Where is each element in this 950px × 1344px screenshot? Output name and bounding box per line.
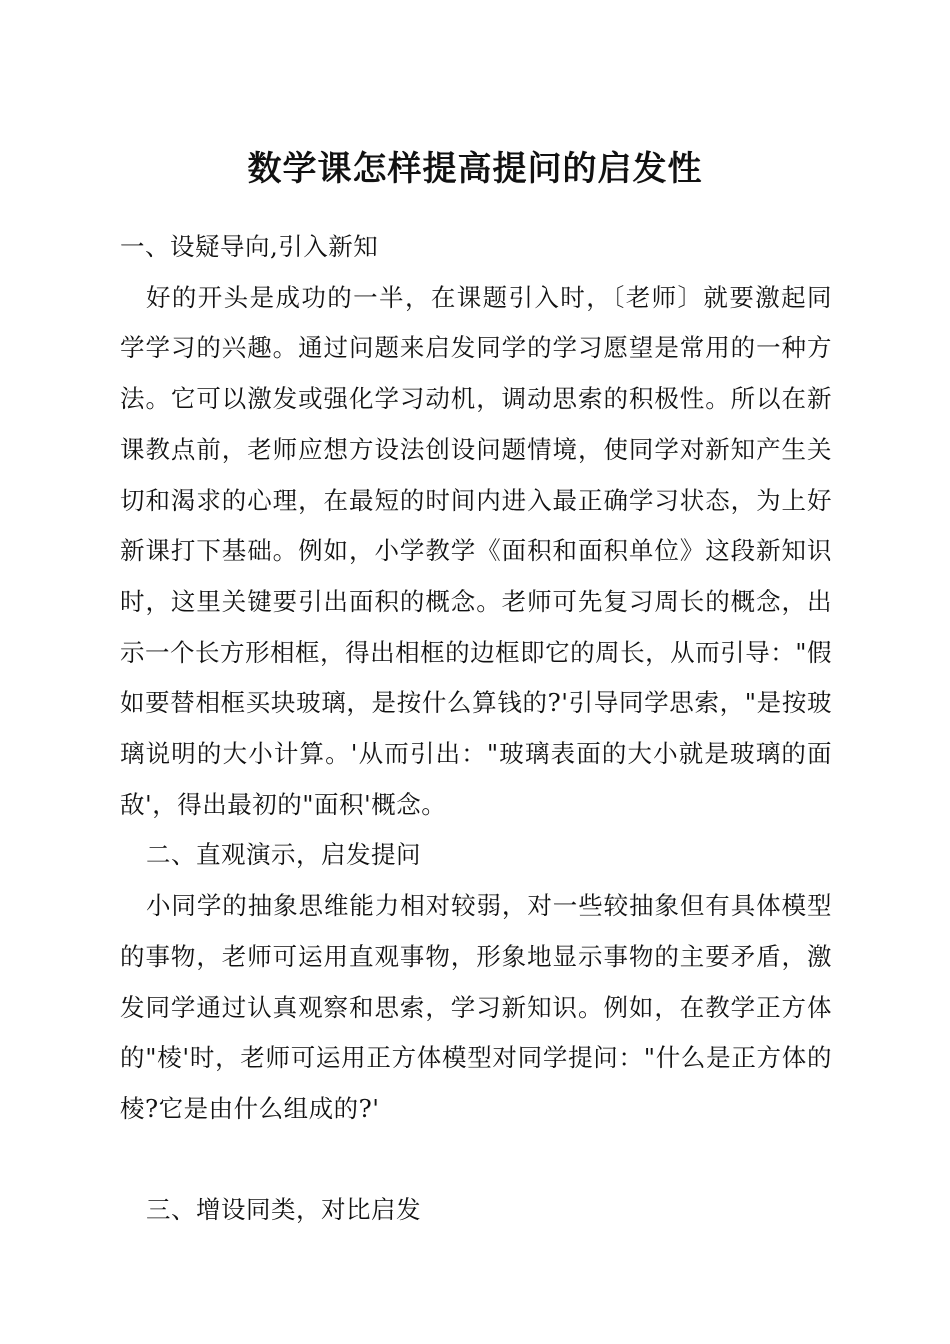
section-heading-1: 一、设疑导向,引入新知	[120, 232, 379, 261]
document-title: 数学课怎样提高提问的启发性	[247, 149, 703, 189]
document-body	[120, 222, 832, 1235]
paragraph-spacer	[120, 1135, 832, 1185]
section-paragraph-2: 小同学的抽象思维能力相对较弱，对一些较抽象但有具体模型的事物，老师可运用直观事物，形象地显示事物的主要矛盾，激发同学通过认真观察和思索，学习新知识。例如，在教学正方体的"棱'时，老师可运用正方体模型对同学提问："什么是正方体的棱?它是由什么组成的?'	[120, 891, 832, 1123]
section-heading-3: 三、增设同类，对比启发	[146, 1194, 421, 1224]
section-paragraph-1: 好的开头是成功的一半，在课题引入时，〔老师〕就要激起同学学习的兴趣。通过问题来启发同学的学习愿望是常用的一种方法。它可以激发或强化学习动机，调动思索的积极性。所以在新课教点前，老师应想方设法创设问题情境，使同学对新知产生关切和渴求的心理，在最短的时间内进入最正确学习状态，为上好新课打下基础。例如，小学教学《面积和面积单位》这段新知识时，这里关键要引出面积的概念。老师可先复习周长的概念，出示一个长方形相框，得出相框的边框即它的周长，从而引导："假如要替相框买块玻璃，是按什么算钱的?'引导同学思索，"是按玻璃说明的大小计算。'从而引出："玻璃表面的大小就是玻璃的面敌'，得出最初的"面积'概念。	[120, 282, 832, 819]
section-heading-2: 二、直观演示，启发提问	[146, 840, 421, 870]
